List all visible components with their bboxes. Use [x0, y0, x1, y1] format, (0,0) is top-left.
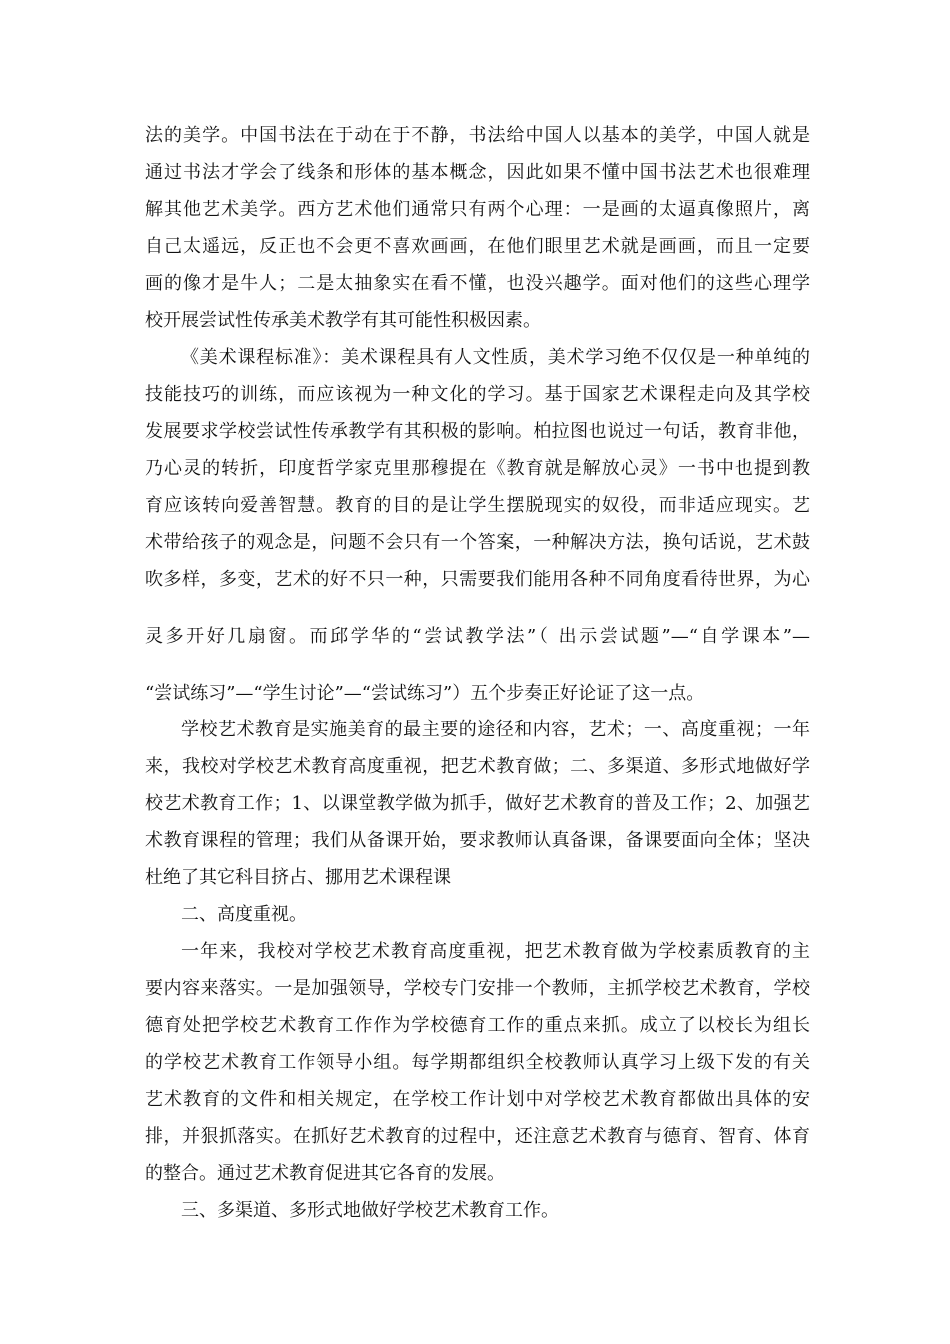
- text-line-13: 吹多样，多变，艺术的好不只一种，只需要我们能用各种不同角度看待世界，为心: [145, 569, 810, 590]
- text-line-20: 杜绝了其它科目挤占、挪用艺术课程课: [145, 867, 451, 888]
- text-line-19: 术教育课程的管理；我们从备课开始，要求教师认真备课，备课要面向全体；坚决: [145, 830, 810, 851]
- text-line-12: 术带给孩子的观念是，问题不会只有一个答案，一种解决方法，换句话说，艺术鼓: [145, 532, 810, 553]
- text-line-18: 校艺术教育工作；1、以课堂教学做为抓手，做好艺术教育的普及工作；2、加强艺: [145, 793, 810, 814]
- text-line-1: 法的美学。中国书法在于动在于不静，书法给中国人以基本的美学，中国人就是: [145, 125, 810, 146]
- text-line-22: 一年来，我校对学校艺术教育高度重视，把艺术教育做为学校素质教育的主: [181, 941, 810, 962]
- text-line-23: 要内容来落实。一是加强领导，学校专门安排一个教师，主抓学校艺术教育，学校: [145, 978, 810, 999]
- text-line-27: 排，并狠抓落实。在抓好艺术教育的过程中，还注意艺术教育与德育、智育、体育: [145, 1126, 810, 1147]
- text-line-11: 育应该转向爱善智慧。教育的目的是让学生摆脱现实的奴役，而非适应现实。艺: [145, 495, 810, 516]
- section-heading-2: 二、高度重视。: [181, 904, 307, 925]
- text-line-28: 的整合。通过艺术教育促进其它各育的发展。: [145, 1163, 505, 1184]
- text-line-26: 艺术教育的文件和相关规定，在学校工作计划中对学校艺术教育都做出具体的安: [145, 1089, 810, 1110]
- text-line-6: 校开展尝试性传承美术教学有其可能性积极因素。: [145, 310, 541, 331]
- text-line-9: 发展要求学校尝试性传承教学有其积极的影响。柏拉图也说过一句话，教育非他，: [145, 421, 810, 442]
- text-line-4: 自己太遥远，反正也不会更不喜欢画画，在他们眼里艺术就是画画，而且一定要: [145, 236, 810, 257]
- text-line-5: 画的像才是牛人；二是太抽象实在看不懂，也没兴趣学。面对他们的这些心理学: [145, 273, 810, 294]
- text-line-16: 学校艺术教育是实施美育的最主要的途径和内容，艺术；一、高度重视；一年: [181, 719, 810, 740]
- text-line-10: 乃心灵的转折，印度哲学家克里那穆提在《教育就是解放心灵》一书中也提到教: [145, 458, 810, 479]
- section-heading-3: 三、多渠道、多形式地做好学校艺术教育工作。: [181, 1200, 559, 1221]
- text-line-7: 《美术课程标准》：美术课程具有人文性质，美术学习绝不仅仅是一种单纯的: [181, 347, 810, 368]
- text-line-8: 技能技巧的训练，而应该视为一种文化的学习。基于国家艺术课程走向及其学校: [145, 384, 810, 405]
- text-line-24: 德育处把学校艺术教育工作作为学校德育工作的重点来抓。成立了以校长为组长: [145, 1015, 810, 1036]
- text-line-14: 灵多开好几扇窗。而邱学华的“尝试教学法”（ 出示尝试题”—“自学课本”—: [145, 626, 810, 647]
- text-line-15: “尝试练习”—“学生讨论”—“尝试练习”）五个步奏正好论证了这一点。: [145, 683, 705, 704]
- text-line-25: 的学校艺术教育工作领导小组。每学期都组织全校教师认真学习上级下发的有关: [145, 1052, 810, 1073]
- text-line-2: 通过书法才学会了线条和形体的基本概念，因此如果不懂中国书法艺术也很难理: [145, 162, 810, 183]
- text-line-17: 来，我校对学校艺术教育高度重视，把艺术教育做；二、多渠道、多形式地做好学: [145, 756, 810, 777]
- text-line-3: 解其他艺术美学。西方艺术他们通常只有两个心理：一是画的太逼真像照片，离: [145, 199, 810, 220]
